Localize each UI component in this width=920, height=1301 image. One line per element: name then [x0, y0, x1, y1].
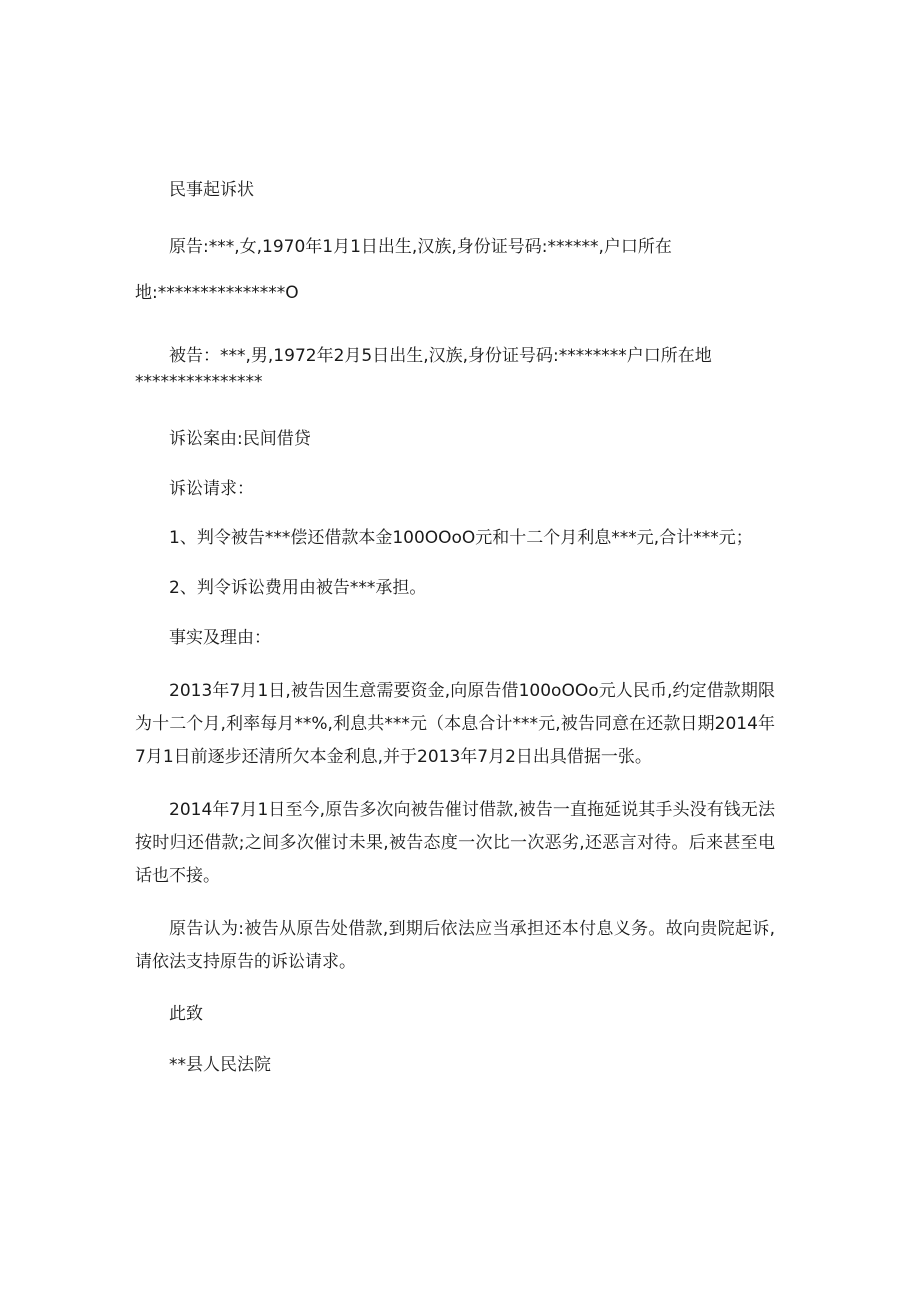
defendant-line-1: 被告：***,男,1972年2月5日出生,汉族,身份证号码:********户口所在地 [169, 346, 712, 366]
facts-paragraph: 2013年7月1日,被告因生意需要资金,向原告借100oOOo元人民币,约定借款期限为十二个月,利率每月**%,利息共***元（本息合计***元,被告同意在还款日期2014年7月1日前逐步还清所欠本金利息,并于2013年7月2日出具借据一张。 [135, 681, 775, 767]
document-title: 民事起诉状 [169, 180, 254, 200]
claim-item: 1、判令被告***偿还借款本金100OOoO元和十二个月利息***元,合计***元； [169, 528, 753, 548]
plaintiff-line-1: 原告:***,女,1970年1月1日出生,汉族,身份证号码:******,户口所在 [169, 237, 672, 257]
facts-paragraph: 原告认为:被告从原告处借款,到期后依法应当承担还本付息义务。故向贵院起诉,请依法支持原告的诉讼请求。 [135, 919, 775, 972]
plaintiff-line-2: 地:***************O [135, 283, 299, 303]
defendant-line-2: *************** [135, 372, 263, 392]
facts-paragraph: 2014年7月1日至今,原告多次向被告催讨借款,被告一直拖延说其手头没有钱无法按时归还借款;之间多次催讨未果,被告态度一次比一次恶劣,还恶言对待。后来甚至电话也不接。 [135, 800, 775, 886]
closing-salutation: 此致 [169, 1004, 203, 1024]
claim-item: 2、判令诉讼费用由被告***承担。 [169, 578, 427, 598]
claims-heading: 诉讼请求： [169, 479, 254, 499]
court-name: **县人民法院 [169, 1055, 271, 1075]
facts-heading: 事实及理由： [169, 628, 271, 648]
cause-of-action: 诉讼案由:民间借贷 [169, 429, 311, 449]
